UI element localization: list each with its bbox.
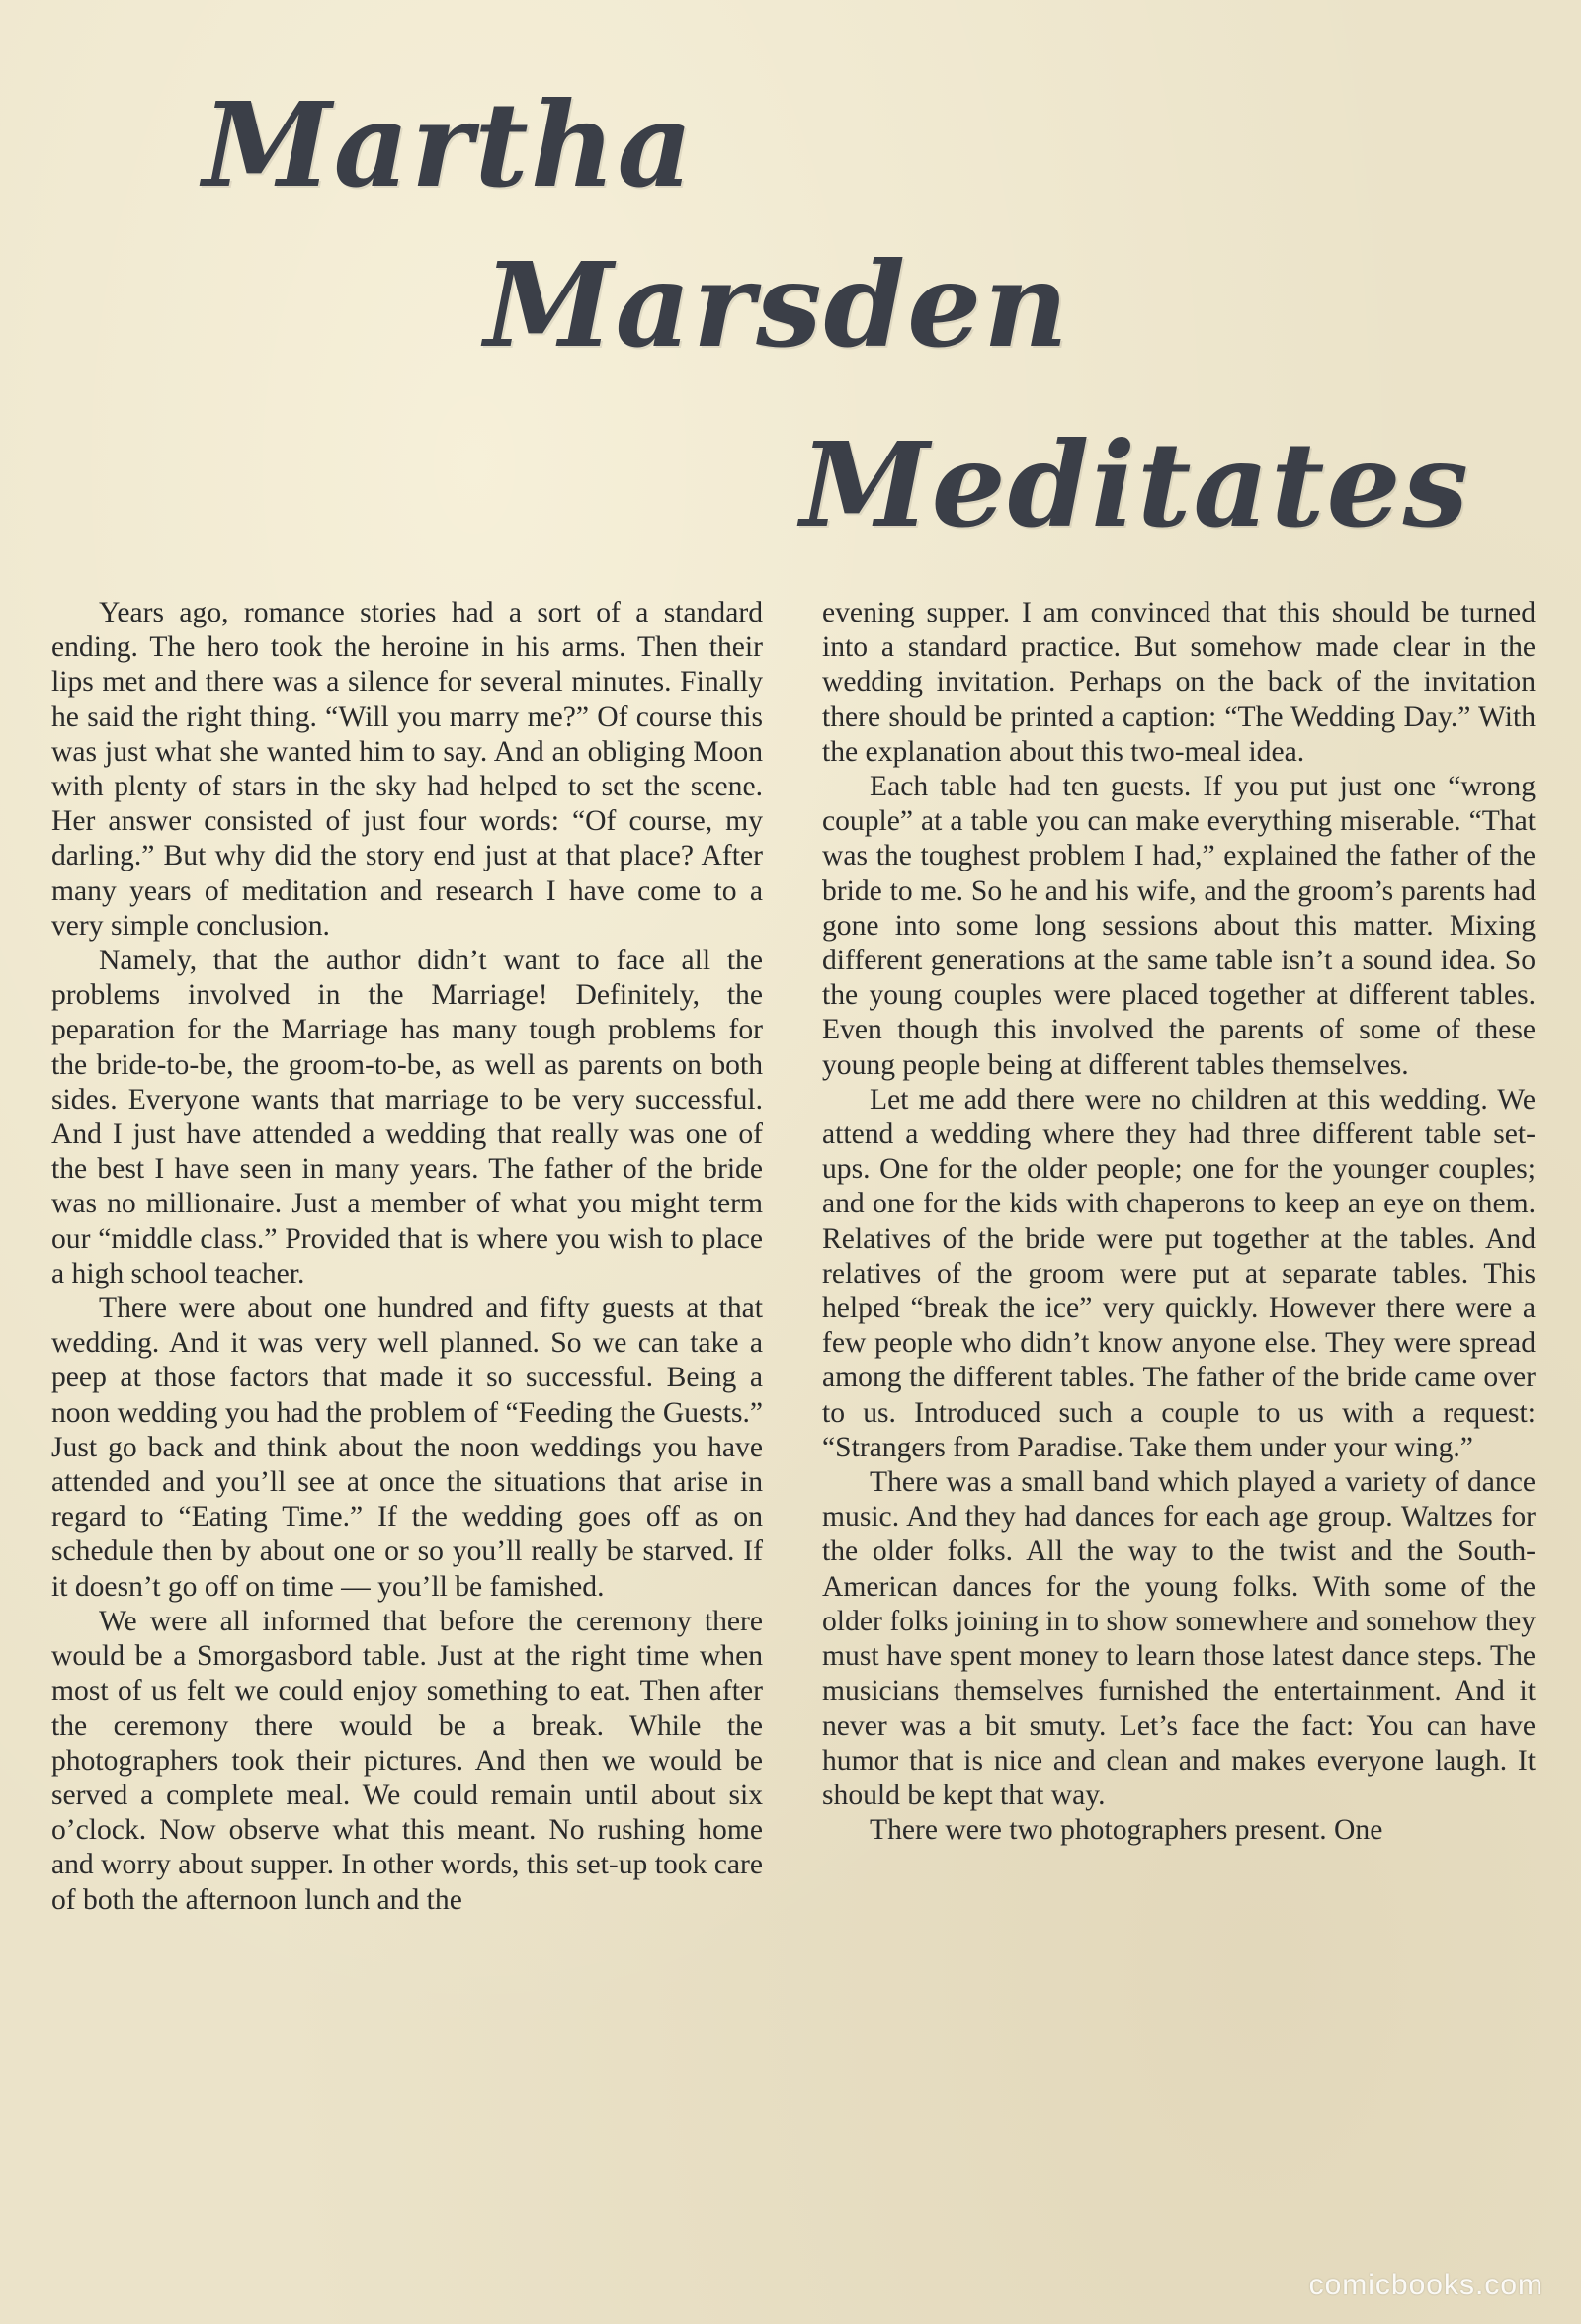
paragraph: We were all informed that before the ceremony there would be a Smorgasbord table. Just at the right time when most of us felt we could enjoy something to eat. Then after the ceremony there would be a break. While the photographers took their pictures. And then we would be served a complete meal. We could remain until about six o’clock. Now observe what this meant. No rushing home and worry about supper. In other words, this set-up took care of both the afternoon lunch and the	[51, 1605, 763, 1916]
paragraph: There were about one hundred and fifty guests at that wedding. And it was very well planned. So we can take a peep at those factors that made it so successful. Being a noon wedding you had the problem of “Feeding the Guests.” Just go back and think about the noon weddings you have attended and you’ll see at once the situations that arise in regard to “Eating Time.” If the wedding goes off as on schedule then by about one or so you’ll really be starved. If it doesn’t go off on time — you’ll be famished.	[51, 1292, 763, 1603]
text-column-right	[822, 596, 1536, 1848]
paragraph: Let me add there were no children at this wedding. We attend a wedding where they had three different table set-ups. One for the older people; one for the younger couples; and one for the kids with chaperons to keep an eye on them. Relatives of the bride were put together at the tables. And relatives of the groom were put at separate tables. This helped “break the ice” very quickly. However there were a few people who didn’t know anyone else. They were spread among the different tables. The father of the bride came over to us. Introduced such a couple to us with a request: “Strangers from Paradise. Take them under your wing.”	[822, 1083, 1536, 1463]
paragraph: Each table had ten guests. If you put just one “wrong couple” at a table you can make everything miserable. “That was the toughest problem I had,” explained the father of the bride to me. So he and his wife, and the groom’s parents had gone into some long sessions about this matter. Mixing different generations at the same table isn’t a sound idea. So the young couples were placed together at different tables. Even though this involved the parents of some of these young people being at different tables themselves.	[822, 771, 1536, 1081]
title-line-3: Meditates	[800, 416, 1471, 553]
paragraph: Years ago, romance stories had a sort of a standard ending. The hero took the heroine in his arms. Then their lips met and there was a silence for several minutes. Finally he said the right thing. “Will you marry me?” Of course this was just what she wanted him to say. And an obliging Moon with plenty of stars in the sky had helped to set the scene. Her answer consisted of just four words: “Of course, my darling.” But why did the story end just at that place? After many years of meditation and research I have come to a very simple conclusion.	[51, 597, 763, 942]
paragraph: evening supper. I am convinced that this should be turned into a standard practice. But somehow made clear in the wedding invitation. Perhaps on the back of the invitation there should be printed a caption: “The Wedding Day.” With the explanation about this two-meal idea.	[822, 597, 1536, 768]
text-column-left	[51, 596, 763, 1918]
title-line-1: Martha	[203, 76, 696, 213]
paragraph: Namely, that the author didn’t want to face all the problems involved in the Marriage! Definitely, the peparation for the Marriage has many tough problems for the bride-to-be, the groom-to-be, as well as parents on both sides. Everyone wants that marriage to be very successful. And I just have attended a wedding that really was one of the best I have seen in many years. The father of the bride was no millionaire. Just a member of what you might term our “middle class.” Provided that is where you wish to place a high school teacher.	[51, 945, 763, 1289]
site-watermark: comicbooks.com	[1308, 2269, 1543, 2301]
paragraph: There were two photographers present. One	[870, 1814, 1383, 1847]
title-line-2: Marsden	[484, 236, 1071, 374]
paragraph: There was a small band which played a variety of dance music. And they had dances for each age group. Waltzes for the older folks. All the way to the twist and the South-American dances for the young folks. With some of the older folks joining in to show somewhere and somehow they must have spent money to learn those latest dance steps. The musicians themselves furnished the entertainment. And it never was a bit smuty. Let’s face the fact: You can have humor that is nice and clean and makes everyone laugh. It should be kept that way.	[822, 1466, 1536, 1811]
